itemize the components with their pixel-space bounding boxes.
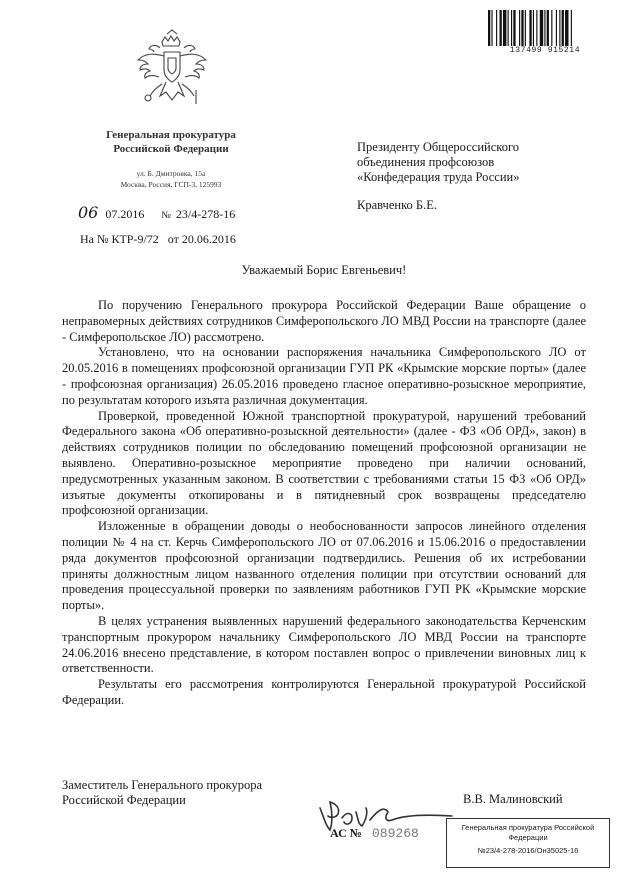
reference-line — [80, 232, 236, 247]
barcode-bar — [529, 10, 531, 46]
registration-stamp — [446, 818, 610, 868]
barcode-bar — [562, 10, 564, 46]
outgoing-number-prefix: № — [161, 210, 171, 221]
barcode-bar — [521, 10, 523, 46]
ac-label: АС № — [330, 826, 362, 840]
barcode-bar — [491, 10, 492, 46]
stamp-line2: Федерации — [508, 833, 548, 842]
recipient-line2: объединения профсоюзов — [357, 155, 495, 169]
barcode-bar — [503, 10, 506, 46]
barcode-bar — [508, 10, 509, 46]
signer-title-line1: Заместитель Генерального прокурора — [62, 778, 263, 792]
barcode-bar — [496, 10, 497, 46]
sender-address-line2: Москва, Россия, ГСП-3, 125993 — [120, 180, 222, 189]
barcode-bar — [500, 10, 502, 46]
paragraph-3: Проверкой, проведенной Южной транспортной прокуратурой, нарушений требований Федерального закона «Об оперативно-розыскной деятельности» (далее - ФЗ «Об ОРД», закон) в действиях сотрудников полиции по обследованию помещений профсоюзной организации не выявлено. Оперативно-розыскное мероприятие проведено при наличии оснований, предусмотренных указанным законом. В соответствии с требованиями статьи 15 ФЗ «Об ОРД» изъятые документы откопированы и в пятидневный срок возвращены председателю профсоюзной организации. — [62, 408, 586, 518]
paragraph-2: Установлено, что на основании распоряжения начальника Симферопольского ЛО от 20.05.2016 в помещениях профсоюзной организации ГУП РК «Крымские морские порты» (далее - профсоюзная организация) 26.05.2016 проведено гласное оперативно-розыскное мероприятие, по результатам которого изъята различная документация. — [62, 345, 586, 407]
barcode-bar — [559, 10, 560, 46]
stamp-line3: №23/4-278-2016/Он35025-16 — [477, 846, 579, 855]
outgoing-date-line — [78, 203, 235, 222]
handwritten-day: 06 — [78, 203, 99, 222]
signer-name: В.В. Малиновский — [463, 792, 563, 806]
reference-label: На № — [80, 232, 109, 246]
barcode-bar — [556, 10, 557, 46]
recipient-block — [357, 140, 597, 213]
signer-title — [62, 778, 262, 808]
outgoing-date: 07.2016 — [105, 207, 145, 221]
barcode — [486, 10, 604, 46]
reference-date-label: от — [167, 232, 179, 246]
barcode-bar — [547, 10, 549, 46]
recipient-line1: Президенту Общероссийского — [357, 140, 520, 154]
barcode-bar — [533, 10, 534, 46]
paragraph-4: Изложенные в обращении доводы о необоснованности запросов линейного отделения полиции № 4 на ст. Керчь Симферопольского ЛО от 07.06.2016 и 15.06.2016 о предоставлении ряда документов профсоюзной организации подтвердились. Решения об их истребовании приняты должностным лицом названного отделения полиции при отсутствии оснований для проведения процессуальной проверки по заявлениям работников ГУП РК «Крымские морские порты». — [62, 519, 586, 613]
barcode-bar — [571, 10, 572, 46]
sender-org-line2: Российской Федерации — [113, 143, 229, 155]
ac-number: 089268 — [372, 826, 419, 841]
reference-number: КТР-9/72 — [111, 232, 159, 246]
barcode-bar — [525, 10, 526, 46]
sender-org-line1: Генеральная прокуратура — [106, 129, 236, 141]
outgoing-number: 23/4-278-16 — [175, 207, 236, 221]
paragraph-5: В целях устранения выявленных нарушений федерального законодательства Керченским транспортным прокурором начальнику Симферопольского ЛО МВД России на транспорте 24.06.2016 внесено представление, в котором поставлен вопрос о привлечении виновных лиц к ответственности. — [62, 613, 586, 676]
letter-body — [62, 298, 586, 709]
paragraph-6: Результаты его рассмотрения контролируются Генеральной прокуратурой Российской Федерации. — [62, 677, 586, 707]
reference-date: 20.06.2016 — [181, 232, 236, 246]
barcode-bar — [544, 10, 545, 46]
barcode-bar — [536, 10, 537, 46]
barcode-bar — [551, 10, 552, 46]
barcode-bar — [511, 10, 512, 46]
barcode-number: 137499 915214 — [509, 46, 581, 55]
barcode-bar — [488, 10, 490, 46]
stamp-line1: Генеральная прокуратура Российской — [461, 823, 595, 832]
recipient-line3: «Конфедерация труда России» — [357, 170, 520, 184]
barcode-bar — [519, 10, 520, 46]
sender-address-line1: ул. Б. Дмитровка, 15а — [136, 169, 206, 178]
barcode-bar — [540, 10, 543, 46]
salutation: Уважаемый Борис Евгеньевич! — [241, 263, 407, 277]
barcode-bar — [565, 10, 568, 46]
signer-title-line2: Российской Федерации — [62, 793, 186, 807]
recipient-name: Кравченко Б.Е. — [357, 198, 437, 212]
coat-of-arms-icon — [134, 28, 210, 112]
barcode-bar — [513, 10, 515, 46]
paragraph-1: По поручению Генерального прокурора Российской Федерации Ваше обращение о неправомерных действиях сотрудников Симферопольского ЛО МВД России на транспорте (далее - Симферопольское ЛО) рассмотрено. — [62, 298, 586, 344]
